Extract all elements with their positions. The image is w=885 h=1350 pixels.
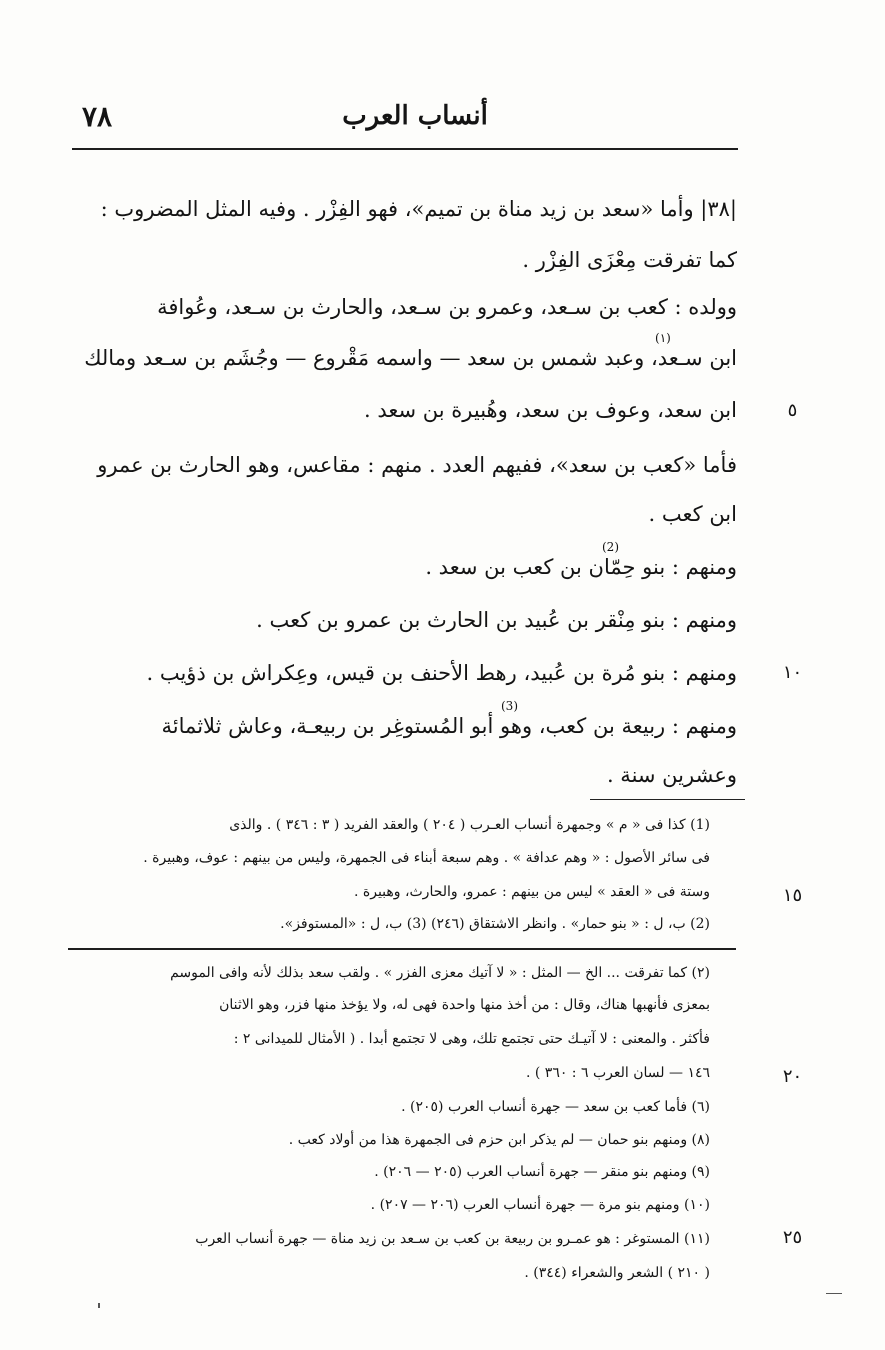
body-line: ابن سعد، وعوف بن سعد، وهُبيرة بن سعد .: [364, 398, 737, 422]
editor-note-line: (٢) كما تفرقت ... الخ — المثل : « لا آتيك معزى الفزر » . ولقب سعد بذلك لأنه وافى الموسم: [170, 965, 710, 981]
note-marker: (3): [501, 699, 518, 713]
body-line: وولده : كعب بن سـعد، وعمرو بن سـعد، والحارث بن سـعد، وعُوافة: [157, 295, 737, 319]
footnote-line: (2) ب، ل : « بنو حمار» . وانظر الاشتقاق (٢٤٦) (3) ب، ل : «المستوفز».: [280, 916, 710, 932]
body-line: وعشرين سنة .: [606, 763, 737, 787]
line-number: ٢٥: [782, 1227, 803, 1248]
line-number: ٢٠: [782, 1066, 803, 1087]
scan-speck: [98, 1303, 100, 1308]
editor-notes-rule: [68, 948, 736, 950]
footnote-rule: [590, 799, 745, 800]
editor-note-line: بمعزى فأنهبها هناك، وقال : من أخذ منها واحدة فهى له، ولا يؤخذ منها فزر، وهو الاثنان: [219, 997, 710, 1013]
note-marker: (١): [655, 331, 671, 345]
editor-note-line: (١١) المستوغر : هو عمـرو بن ربيعة بن كعب بن سـعد بن زيد مناة — جهرة أنساب العرب: [195, 1231, 710, 1247]
line-number: ١٠: [782, 662, 803, 683]
body-line: ومنهم : بنو مِنْقر بن عُبيد بن الحارث بن عمرو بن كعب .: [256, 608, 737, 632]
footnote-line: وستة فى « العقد » ليس من بينهم : عمرو، والحارث، وهبيرة .: [353, 884, 710, 900]
editor-note-line: فأكثر . والمعنى : لا آتيـك حتى تجتمع تلك، وهى لا تجتمع أبدا . ( الأمثال للميدانى ٢ :: [233, 1031, 710, 1047]
body-line: ومنهم : بنو مُرة بن عُبيد، رهط الأحنف بن قيس، وعِكراش بن ذؤيب .: [146, 661, 737, 685]
editor-note-line: (٦) فأما كعب بن سعد — جهرة أنساب العرب (٢٠٥) .: [401, 1099, 710, 1115]
body-line: |٣٨| وأما «سعد بن زيد مناة بن تميم»، فهو الفِزْر . وفيه المثل المضروب :: [100, 197, 737, 221]
line-number: ٥: [787, 400, 798, 421]
editor-note-line: ( ٢١٠ ) الشعر والشعراء (٣٤٤) .: [524, 1265, 710, 1281]
header-rule: [72, 148, 738, 150]
note-marker: (2): [602, 540, 619, 554]
running-head: أنساب العرب: [342, 101, 488, 131]
footnote-line: (1) كذا فى « م » وجمهرة أنساب العـرب ( ٢٠٤ ) والعقد الفريد ( ٣ : ٣٤٦ ) . والذى: [229, 817, 710, 833]
body-line: ومنهم : ربيعة بن كعب، وهو أبو المُستوغِر بن ربيعـة، وعاش ثلاثمائة: [161, 714, 737, 738]
body-line: ابن سـعد، وعبد شمس بن سعد — واسمه مَقْروع — وجُشَم بن سـعد ومالك: [84, 346, 737, 370]
body-line: كما تفرقت مِعْزَى الفِزْر .: [522, 248, 737, 272]
editor-note-line: ١٤٦ — لسان العرب ٦ : ٣٦٠ ) .: [525, 1065, 710, 1081]
scan-speck: [826, 1293, 842, 1294]
body-line: فأما «كعب بن سعد»، ففيهم العدد . منهم : مقاعس، وهو الحارث بن عمرو: [97, 453, 737, 477]
footnote-line: فى سائر الأصول : « وهم عدافة » . وهم سبعة أبناء فى الجمهرة، وليس من بينهم : عوف، وهبيرة .: [143, 850, 710, 866]
editor-note-line: (٨) ومنهم بنو حمان — لم يذكر ابن حزم فى الجمهرة هذا من أولاد كعب .: [288, 1132, 710, 1148]
page-number: ٧٨: [82, 100, 113, 133]
editor-note-line: (٩) ومنهم بنو منقر — جهرة أنساب العرب (٢٠٥ — ٢٠٦) .: [374, 1164, 710, 1180]
editor-note-line: (١٠) ومنهم بنو مرة — جهرة أنساب العرب (٢٠٦ — ٢٠٧) .: [370, 1197, 710, 1213]
line-number: ١٥: [782, 885, 803, 906]
body-line: ابن كعب .: [648, 502, 737, 526]
body-line: ومنهم : بنو حِمّان بن كعب بن سعد .: [425, 555, 737, 579]
